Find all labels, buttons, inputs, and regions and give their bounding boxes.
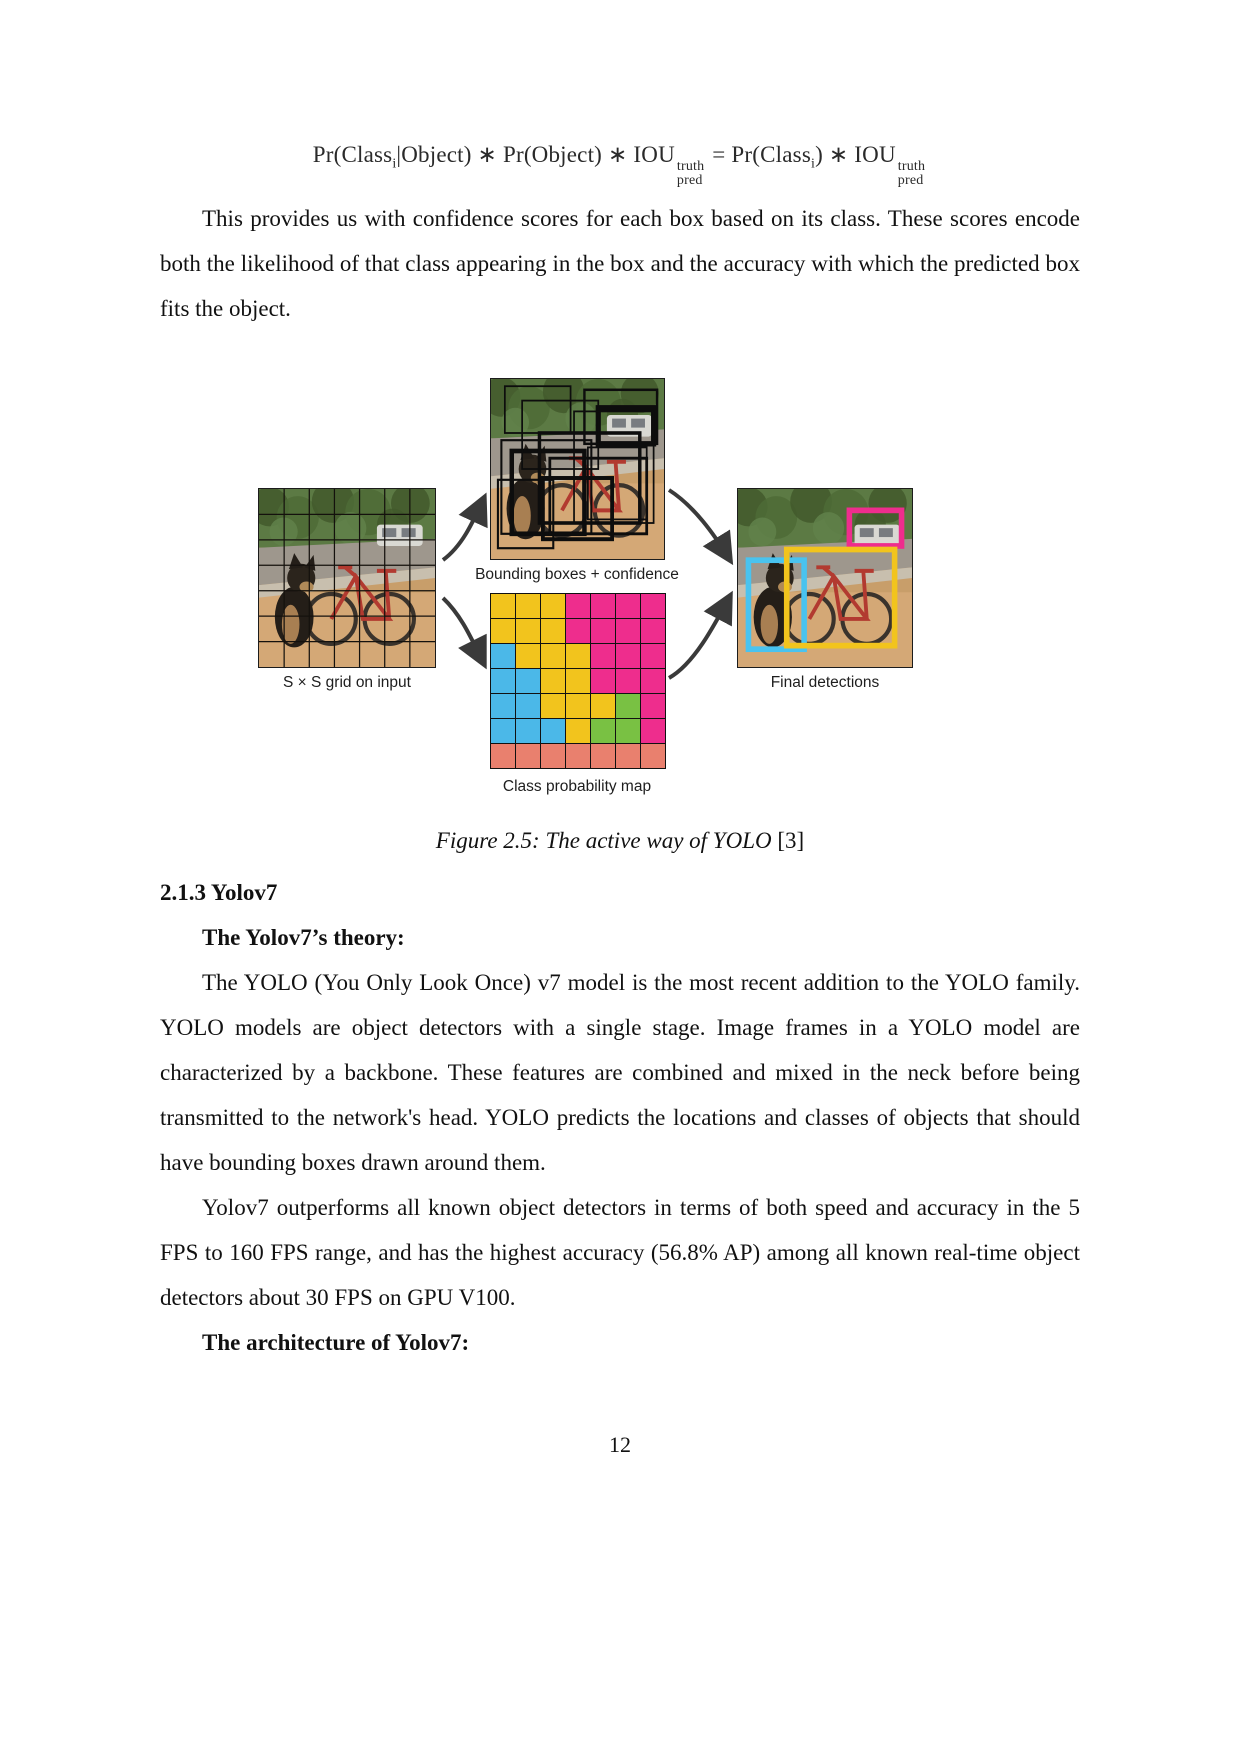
- final-detections-label: Final detections: [770, 674, 880, 691]
- formula-part: Pr(Class: [312, 142, 393, 167]
- body-text-section: [160, 870, 1080, 1365]
- probability-map-label: Class probability map: [502, 778, 652, 795]
- formula-part: ) ∗ IOU: [815, 142, 896, 167]
- figure-caption: [0, 828, 1240, 854]
- formula-supsub-stack: [898, 160, 925, 189]
- yolo-pipeline-figure: [160, 378, 1080, 808]
- yolo-confidence-formula: [0, 142, 1240, 189]
- formula-subscript: i: [810, 156, 816, 172]
- formula-subscript: i: [392, 156, 397, 172]
- bounding-boxes-label: Bounding boxes + confidence: [475, 566, 679, 583]
- formula-subscript: pred: [897, 173, 924, 189]
- bounding-boxes-image: [490, 378, 665, 560]
- paragraph-confidence-scores: This provides us with confidence scores for each box based on its class. These scores encode both the likelihood of that class appearing in the box and the accuracy with which the predicted box fits the object.: [160, 206, 1080, 321]
- section-heading: 2.1.3 Yolov7: [160, 880, 278, 905]
- subheading-architecture: The architecture of Yolov7:: [202, 1330, 470, 1355]
- paragraph-yolov7-intro: The YOLO (You Only Look Once) v7 model is the most recent addition to the YOLO family. YOLO models are object detectors with a single stage. Image frames in a YOLO model are characterized by a backbone. These features are combined and mixed in the neck before being transmitted to the network's head. YOLO predicts the locations and classes of objects that should have bounding boxes drawn around them.: [160, 970, 1080, 1175]
- page-number: 12: [609, 1432, 631, 1457]
- figure-caption-ref: [3]: [777, 828, 805, 853]
- formula-text: [312, 142, 927, 189]
- formula-supsub-stack: [677, 160, 704, 189]
- grid-input-label: S × S grid on input: [283, 674, 411, 691]
- figure-caption-text: Figure 2.5: The active way of YOLO: [435, 828, 772, 853]
- final-detections-scene: [738, 489, 912, 667]
- formula-superscript: truth: [897, 158, 926, 174]
- formula-subscript: pred: [676, 173, 703, 189]
- bounding-boxes-scene: [491, 379, 664, 559]
- paragraph-yolov7-performance: Yolov7 outperforms all known object detectors in terms of both speed and accuracy in the 5 FPS to 160 FPS range, and has the highest accuracy (56.8% AP) among all known real-time object detectors about 30 FPS on GPU V100.: [160, 1195, 1080, 1310]
- formula-part: = Pr(Class: [706, 142, 811, 167]
- class-probability-map: [490, 593, 666, 769]
- subheading-theory: The Yolov7’s theory:: [202, 925, 405, 950]
- formula-superscript: truth: [676, 158, 705, 174]
- grid-input-scene: [259, 489, 435, 667]
- formula-part: |Object) ∗ Pr(Object) ∗ IOU: [396, 142, 675, 167]
- final-detections-image: [737, 488, 913, 668]
- grid-input-image: [258, 488, 436, 668]
